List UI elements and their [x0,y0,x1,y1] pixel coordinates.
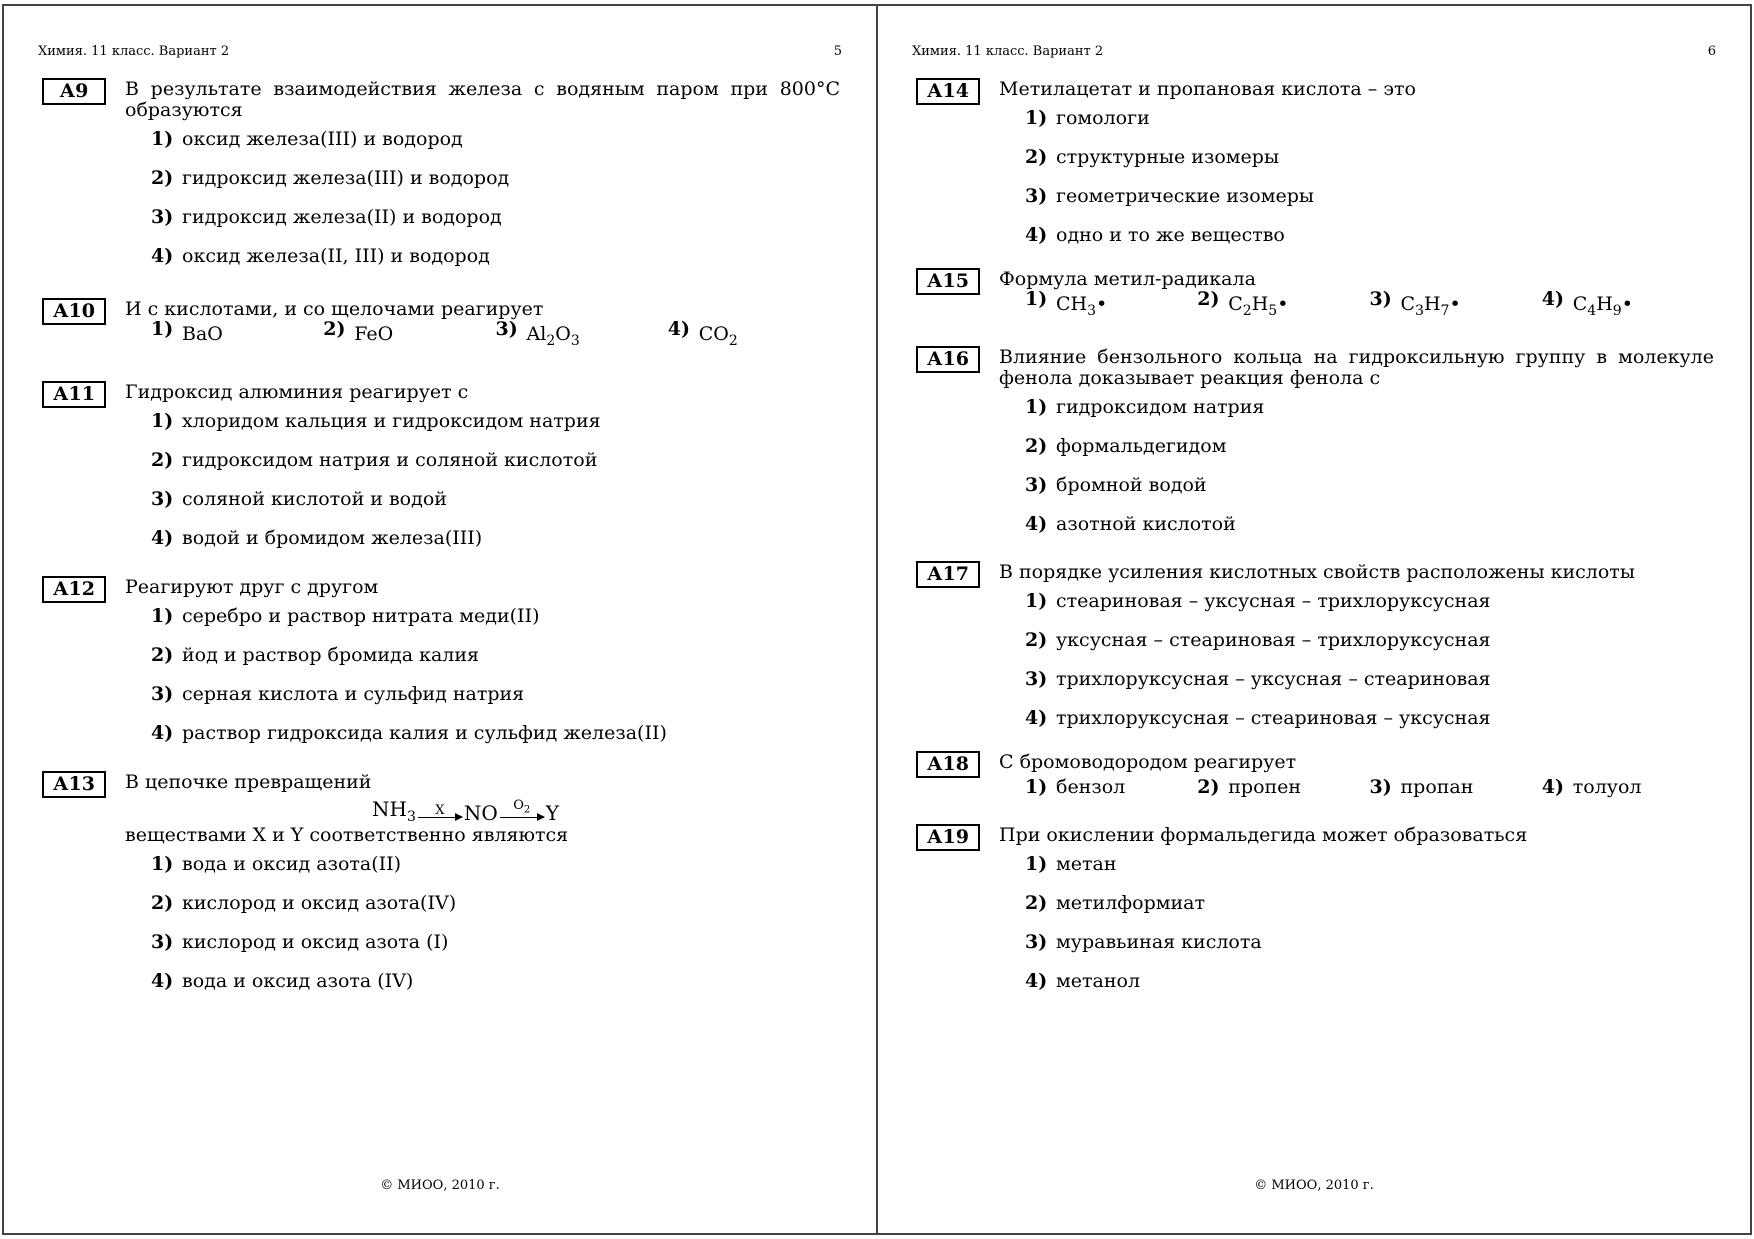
question-id: А19 [916,824,980,851]
formula-subscript: 3 [406,809,416,825]
formula-subscript: 3 [570,332,580,349]
option-number: 4) [151,527,174,549]
question-tail: веществами X и Y соответственно являются [125,824,569,846]
option-number: 2) [1025,629,1048,651]
right-page [876,4,1752,1235]
option-number: 4) [1025,707,1048,729]
option-text: вода и оксид азота (IV) [182,970,414,992]
page-number: 6 [1707,44,1716,59]
question-text: В результате взаимодействия железа с водяным паром при 800°С образуются [125,78,840,121]
option-number: 4) [1025,970,1048,992]
option-text: стеариновая – уксусная – трихлоруксусная [1056,590,1491,612]
option-formula [699,323,738,349]
page-header [38,44,842,64]
option-text: водой и бромидом железа(III) [182,527,483,549]
radical-dot: • [1621,293,1633,315]
option-text: вода и оксид азота(II) [182,853,402,875]
option-number: 1) [1025,590,1048,612]
answer-option[interactable] [323,318,495,345]
answer-option[interactable] [1025,892,1714,931]
formula-part: NH [372,797,407,821]
answer-options [151,853,840,1009]
answer-options [1025,288,1714,331]
option-text: соляной кислотой и водой [182,488,447,510]
option-text: толуол [1572,776,1642,798]
chain-start [372,797,416,825]
answer-option[interactable] [1025,590,1714,629]
answer-option[interactable] [1025,474,1714,513]
option-text: раствор гидроксида калия и сульфид железа(II) [182,722,667,744]
answer-option[interactable] [151,853,840,892]
formula-part: O [555,323,571,345]
answer-option[interactable] [151,128,840,167]
option-formula [1573,293,1633,319]
option-text: трихлоруксусная – стеариновая – уксусная [1056,707,1491,729]
answer-option[interactable] [151,449,840,488]
answer-option[interactable] [1542,776,1714,798]
question-a11 [42,381,840,566]
question-id: А9 [42,78,106,105]
option-number: 2) [323,318,346,340]
answer-option[interactable] [1025,185,1714,224]
option-number: 3) [1025,185,1048,207]
question-text: Влияние бензольного кольца на гидроксильную группу в молекуле фенола доказывает реакция фенола с [999,346,1714,389]
option-number: 2) [151,644,174,666]
answer-options [151,318,840,361]
option-text: гидроксид железа(III) и водород [182,167,510,189]
option-number: 4) [667,318,690,340]
page-header [912,44,1716,64]
arrow-icon [418,817,462,818]
option-number: 2) [1025,435,1048,457]
reaction-arrow [500,800,544,825]
answer-option[interactable] [1025,629,1714,668]
question-text: И с кислотами, и со щелочами реагирует [125,298,544,320]
option-number: 1) [1025,288,1048,310]
option-number: 1) [151,853,174,875]
formula-part: C [1572,293,1588,315]
answer-option[interactable] [1025,107,1714,146]
question-a13 [42,771,840,1009]
answer-option[interactable] [151,410,840,449]
header-title: Химия. 11 класс. Вариант 2 [38,44,230,59]
option-number: 4) [1541,776,1564,798]
option-number: 1) [1025,853,1048,875]
question-a15 [916,268,1714,331]
option-text: гидроксидом натрия и соляной кислотой [182,449,598,471]
left-page [2,4,878,1235]
answer-options [1025,396,1714,552]
answer-option[interactable] [151,644,840,683]
option-number: 3) [1369,288,1392,310]
option-number: 1) [151,410,174,432]
option-text: геометрические изомеры [1056,185,1315,207]
answer-option[interactable] [1025,288,1197,319]
formula-part: O [513,798,524,814]
question-a18 [916,751,1714,814]
option-number: 1) [1025,107,1048,129]
answer-options [151,410,840,566]
formula-part: CO [698,323,729,345]
answer-option[interactable] [151,683,840,722]
answer-option[interactable] [1025,224,1714,263]
question-text: Формула метил-радикала [999,268,1256,290]
formula-subscript: 5 [1268,302,1278,319]
answer-option[interactable] [151,892,840,931]
option-number: 2) [151,167,174,189]
question-text: В цепочке превращений [125,771,372,793]
question-id: А12 [42,576,106,603]
formula-part: H [1423,293,1441,315]
option-number: 3) [151,488,174,510]
answer-option[interactable] [151,206,840,245]
option-number: 4) [151,245,174,267]
option-text: хлоридом кальция и гидроксидом натрия [182,410,601,432]
option-number: 3) [1025,668,1048,690]
option-text: метан [1056,853,1117,875]
option-number: 4) [1541,288,1564,310]
option-text: гидроксидом натрия [1056,396,1265,418]
header-title: Химия. 11 класс. Вариант 2 [912,44,1104,59]
option-text: оксид железа(II, III) и водород [182,245,490,267]
option-number: 2) [1025,146,1048,168]
chain-middle: NO [463,801,498,825]
option-text: кислород и оксид азота (I) [182,931,449,953]
chain-end: Y [545,801,559,825]
answer-options [151,605,840,761]
option-text: формальдегидом [1056,435,1227,457]
question-text: С бромоводородом реагирует [999,751,1297,773]
formula-subscript: 4 [1587,302,1597,319]
option-formula [1056,293,1107,319]
question-text: В порядке усиления кислотных свойств расположены кислоты [999,561,1635,583]
formula-subscript: 2 [523,805,531,816]
option-formula [1228,293,1288,319]
option-number: 2) [1025,892,1048,914]
option-formula [1401,293,1461,319]
option-text: пропан [1400,776,1474,798]
formula-part: C [1228,293,1243,315]
option-number: 4) [151,722,174,744]
formula-part: Al [526,323,547,345]
arrow-icon [500,817,544,818]
option-text: бензол [1056,776,1126,798]
option-text: азотной кислотой [1056,513,1236,535]
page-number: 5 [833,44,842,59]
answer-option[interactable] [151,931,840,970]
question-id: А10 [42,298,106,325]
option-text: гомологи [1056,107,1150,129]
radical-dot: • [1277,293,1289,315]
answer-options [1025,590,1714,746]
question-text: Реагируют друг с другом [125,576,379,598]
option-number: 2) [151,449,174,471]
option-text: пропен [1228,776,1302,798]
answer-option[interactable] [151,970,840,1009]
formula-subscript: 3 [1415,302,1424,319]
option-number: 3) [151,206,174,228]
option-number: 3) [1025,474,1048,496]
question-id: А13 [42,771,106,798]
option-number: 4) [151,970,174,992]
answer-option[interactable] [1370,776,1542,798]
page-footer: © МИОО, 2010 г. [380,1178,500,1193]
formula-part: C [1400,293,1416,315]
question-a19 [916,824,1714,1009]
reaction-chain [372,795,840,825]
answer-option[interactable] [151,527,840,566]
question-a17 [916,561,1714,746]
answer-option[interactable] [1025,853,1714,892]
question-text: Гидроксид алюминия реагирует с [125,381,469,403]
question-a10 [42,298,840,361]
option-number: 3) [151,683,174,705]
formula-subscript: 2 [1242,302,1252,319]
option-text: BaO [182,323,223,345]
question-id: А18 [916,751,980,778]
page-footer: © МИОО, 2010 г. [1254,1178,1374,1193]
answer-option[interactable] [151,722,840,761]
option-number: 1) [151,318,174,340]
formula-subscript: 2 [546,332,556,349]
answer-option[interactable] [1025,513,1714,552]
option-number: 1) [1025,396,1048,418]
answer-option[interactable] [1025,970,1714,1009]
question-id: А14 [916,78,980,105]
option-number: 3) [495,318,518,340]
option-text: уксусная – стеариновая – трихлоруксусная [1056,629,1491,651]
radical-dot: • [1096,293,1108,315]
answer-options [1025,107,1714,263]
answer-option[interactable] [151,167,840,206]
answer-option[interactable] [1025,435,1714,474]
option-number: 1) [151,605,174,627]
answer-option[interactable] [151,488,840,527]
answer-option[interactable] [495,318,668,349]
option-text: муравьиная кислота [1056,931,1262,953]
option-text: одно и то же вещество [1056,224,1285,246]
option-number: 4) [1025,513,1048,535]
option-text: метанол [1056,970,1141,992]
arrow-label: X [435,803,445,818]
answer-options [151,128,840,284]
option-text: структурные изомеры [1056,146,1280,168]
option-number: 3) [1025,931,1048,953]
option-text: бромной водой [1056,474,1207,496]
answer-option[interactable] [1025,707,1714,746]
answer-option[interactable] [151,605,840,644]
option-text: метилформиат [1056,892,1206,914]
radical-dot: • [1449,293,1461,315]
option-number: 2) [1197,288,1220,310]
question-a9 [42,78,840,284]
question-id: А11 [42,381,106,408]
question-a16 [916,346,1714,552]
answer-option[interactable] [151,318,323,345]
option-text: кислород и оксид азота(IV) [182,892,457,914]
option-number: 1) [151,128,174,150]
formula-part: CH [1056,293,1088,315]
formula-subscript: 3 [1087,302,1097,319]
option-number: 3) [1369,776,1392,798]
option-number: 2) [1197,776,1220,798]
option-text: FeO [354,323,394,345]
option-text: серебро и раствор нитрата меди(II) [182,605,540,627]
answer-option[interactable] [1025,146,1714,185]
answer-options [1025,853,1714,1009]
answer-option[interactable] [151,245,840,284]
answer-option[interactable] [1541,288,1714,319]
question-id: А15 [916,268,980,295]
option-text: серная кислота и сульфид натрия [182,683,525,705]
question-a12 [42,576,840,761]
option-number: 2) [151,892,174,914]
arrow-label [513,800,530,817]
answer-option[interactable] [1197,288,1369,319]
option-text: йод и раствор бромида калия [182,644,479,666]
answer-option[interactable] [1369,288,1542,319]
question-text: При окислении формальдегида может образоваться [999,824,1528,846]
option-number: 3) [151,931,174,953]
answer-option[interactable] [1025,668,1714,707]
option-text: гидроксид железа(II) и водород [182,206,502,228]
answer-option[interactable] [1025,396,1714,435]
answer-option[interactable] [1025,776,1197,798]
question-a14 [916,78,1714,263]
reaction-arrow [418,805,462,825]
answer-option[interactable] [1025,931,1714,970]
answer-option[interactable] [1197,776,1369,798]
question-id: А17 [916,561,980,588]
formula-part: H [1596,293,1613,315]
option-text: трихлоруксусная – уксусная – стеариновая [1056,668,1491,690]
option-formula [527,323,580,349]
formula-subscript: 9 [1612,302,1622,319]
formula-subscript: 7 [1440,302,1450,319]
option-number: 1) [1025,776,1048,798]
formula-subscript: 2 [728,332,738,349]
answer-option[interactable] [667,318,840,349]
formula-part: H [1251,293,1269,315]
option-number: 4) [1025,224,1048,246]
answer-options [1025,776,1714,814]
question-text: Метилацетат и пропановая кислота – это [999,78,1416,100]
question-id: А16 [916,346,980,373]
option-text: оксид железа(III) и водород [182,128,463,150]
